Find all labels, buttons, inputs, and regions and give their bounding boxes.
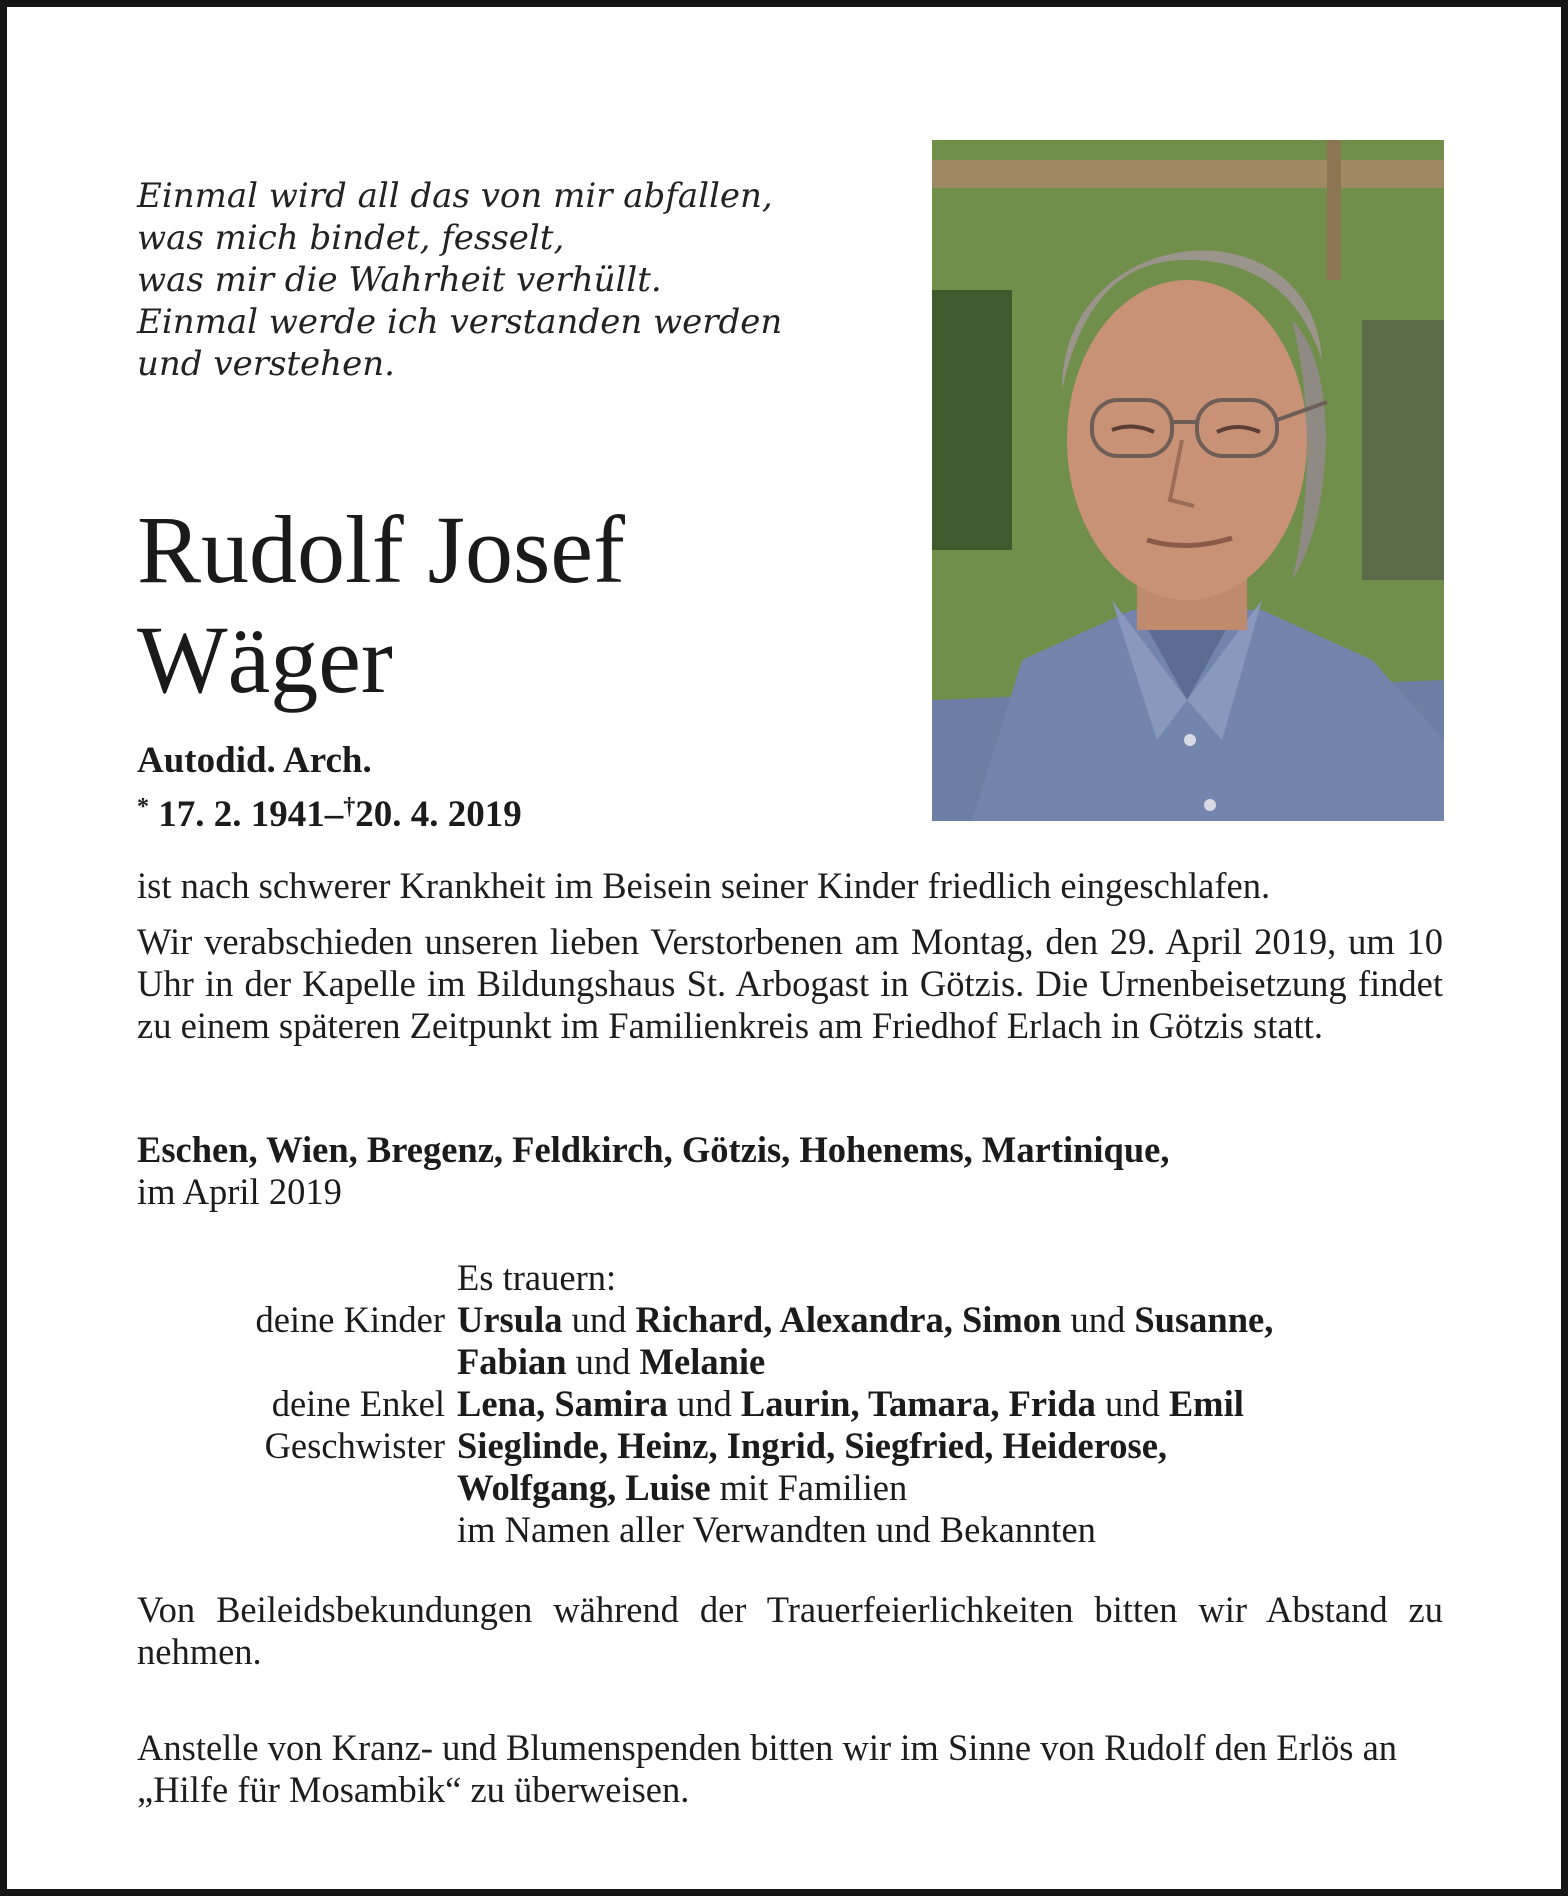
poem-line: was mir die Wahrheit verhüllt. [137,260,662,300]
deceased-name [137,495,857,715]
kinder-names: Ursula und Richard, Alexandra, Simon und Susanne, [457,1299,1274,1340]
condolences-note: Von Beileidsbekundungen während der Trauerfeierlichkeiten bitten wir Abstand zu nehmen. [137,1589,1443,1672]
name-line-2: Wäger [137,606,393,713]
mourners-block [137,1257,1447,1551]
geschwister-names-cont: Wolfgang, Luise mit Familien [457,1467,908,1508]
life-dates [137,785,522,837]
poem-line: Einmal werde ich verstanden werden [137,302,783,342]
geschwister-label: Geschwister [264,1425,445,1466]
poem-line: Einmal wird all das von mir abfallen, [137,176,773,216]
announcement-line: ist nach schwerer Krankheit im Beisein seiner Kinder friedlich eingeschlafen. [137,865,1271,906]
enkel-label: deine Enkel [271,1383,445,1424]
places-list: Eschen, Wien, Bregenz, Feldkirch, Götzis, Hohenems, Martinique, [137,1129,1170,1170]
poem-line: was mich bindet, fesselt, [137,218,565,258]
mourners-intro: Es trauern: [457,1257,617,1298]
death-date: 20. 4. 2019 [355,794,522,835]
kinder-label: deine Kinder [255,1299,445,1340]
poem [137,175,783,385]
places-block [137,1129,1169,1213]
birth-symbol: * [137,794,149,820]
poem-line: und verstehen. [137,344,395,384]
portrait-illustration [932,140,1444,821]
date-separator: – [324,794,344,835]
deceased-title: Autodid. Arch. [137,740,372,781]
donations-note: Anstelle von Kranz- und Blumenspenden bitten wir im Sinne von Rudolf den Erlös an „Hilfe für Mosambik“ zu überweisen. [137,1727,1398,1810]
kinder-names-cont: Fabian und Melanie [457,1341,766,1382]
death-symbol: † [343,794,356,820]
birth-date: 17. 2. 1941 [158,794,325,835]
geschwister-names: Sieglinde, Heinz, Ingrid, Siegfried, Heiderose, [457,1425,1168,1466]
portrait-photo [932,140,1444,821]
mourners-closing: im Namen aller Verwandten und Bekannten [457,1509,1096,1550]
funeral-details: Wir verabschieden unseren lieben Verstorbenen am Montag, den 29. April 2019, um 10 Uhr in der Kapelle im Bildungshaus St. Arbogast in Götzis. Die Urnenbeisetzung findet zu einem späteren Zeitpunkt im Familienkreis am Friedhof Erlach in Götzis statt. [137,921,1443,1046]
enkel-names: Lena, Samira und Laurin, Tamara, Frida und Emil [457,1383,1244,1424]
places-date: im April 2019 [137,1171,342,1212]
name-line-1: Rudolf Josef [137,496,625,603]
